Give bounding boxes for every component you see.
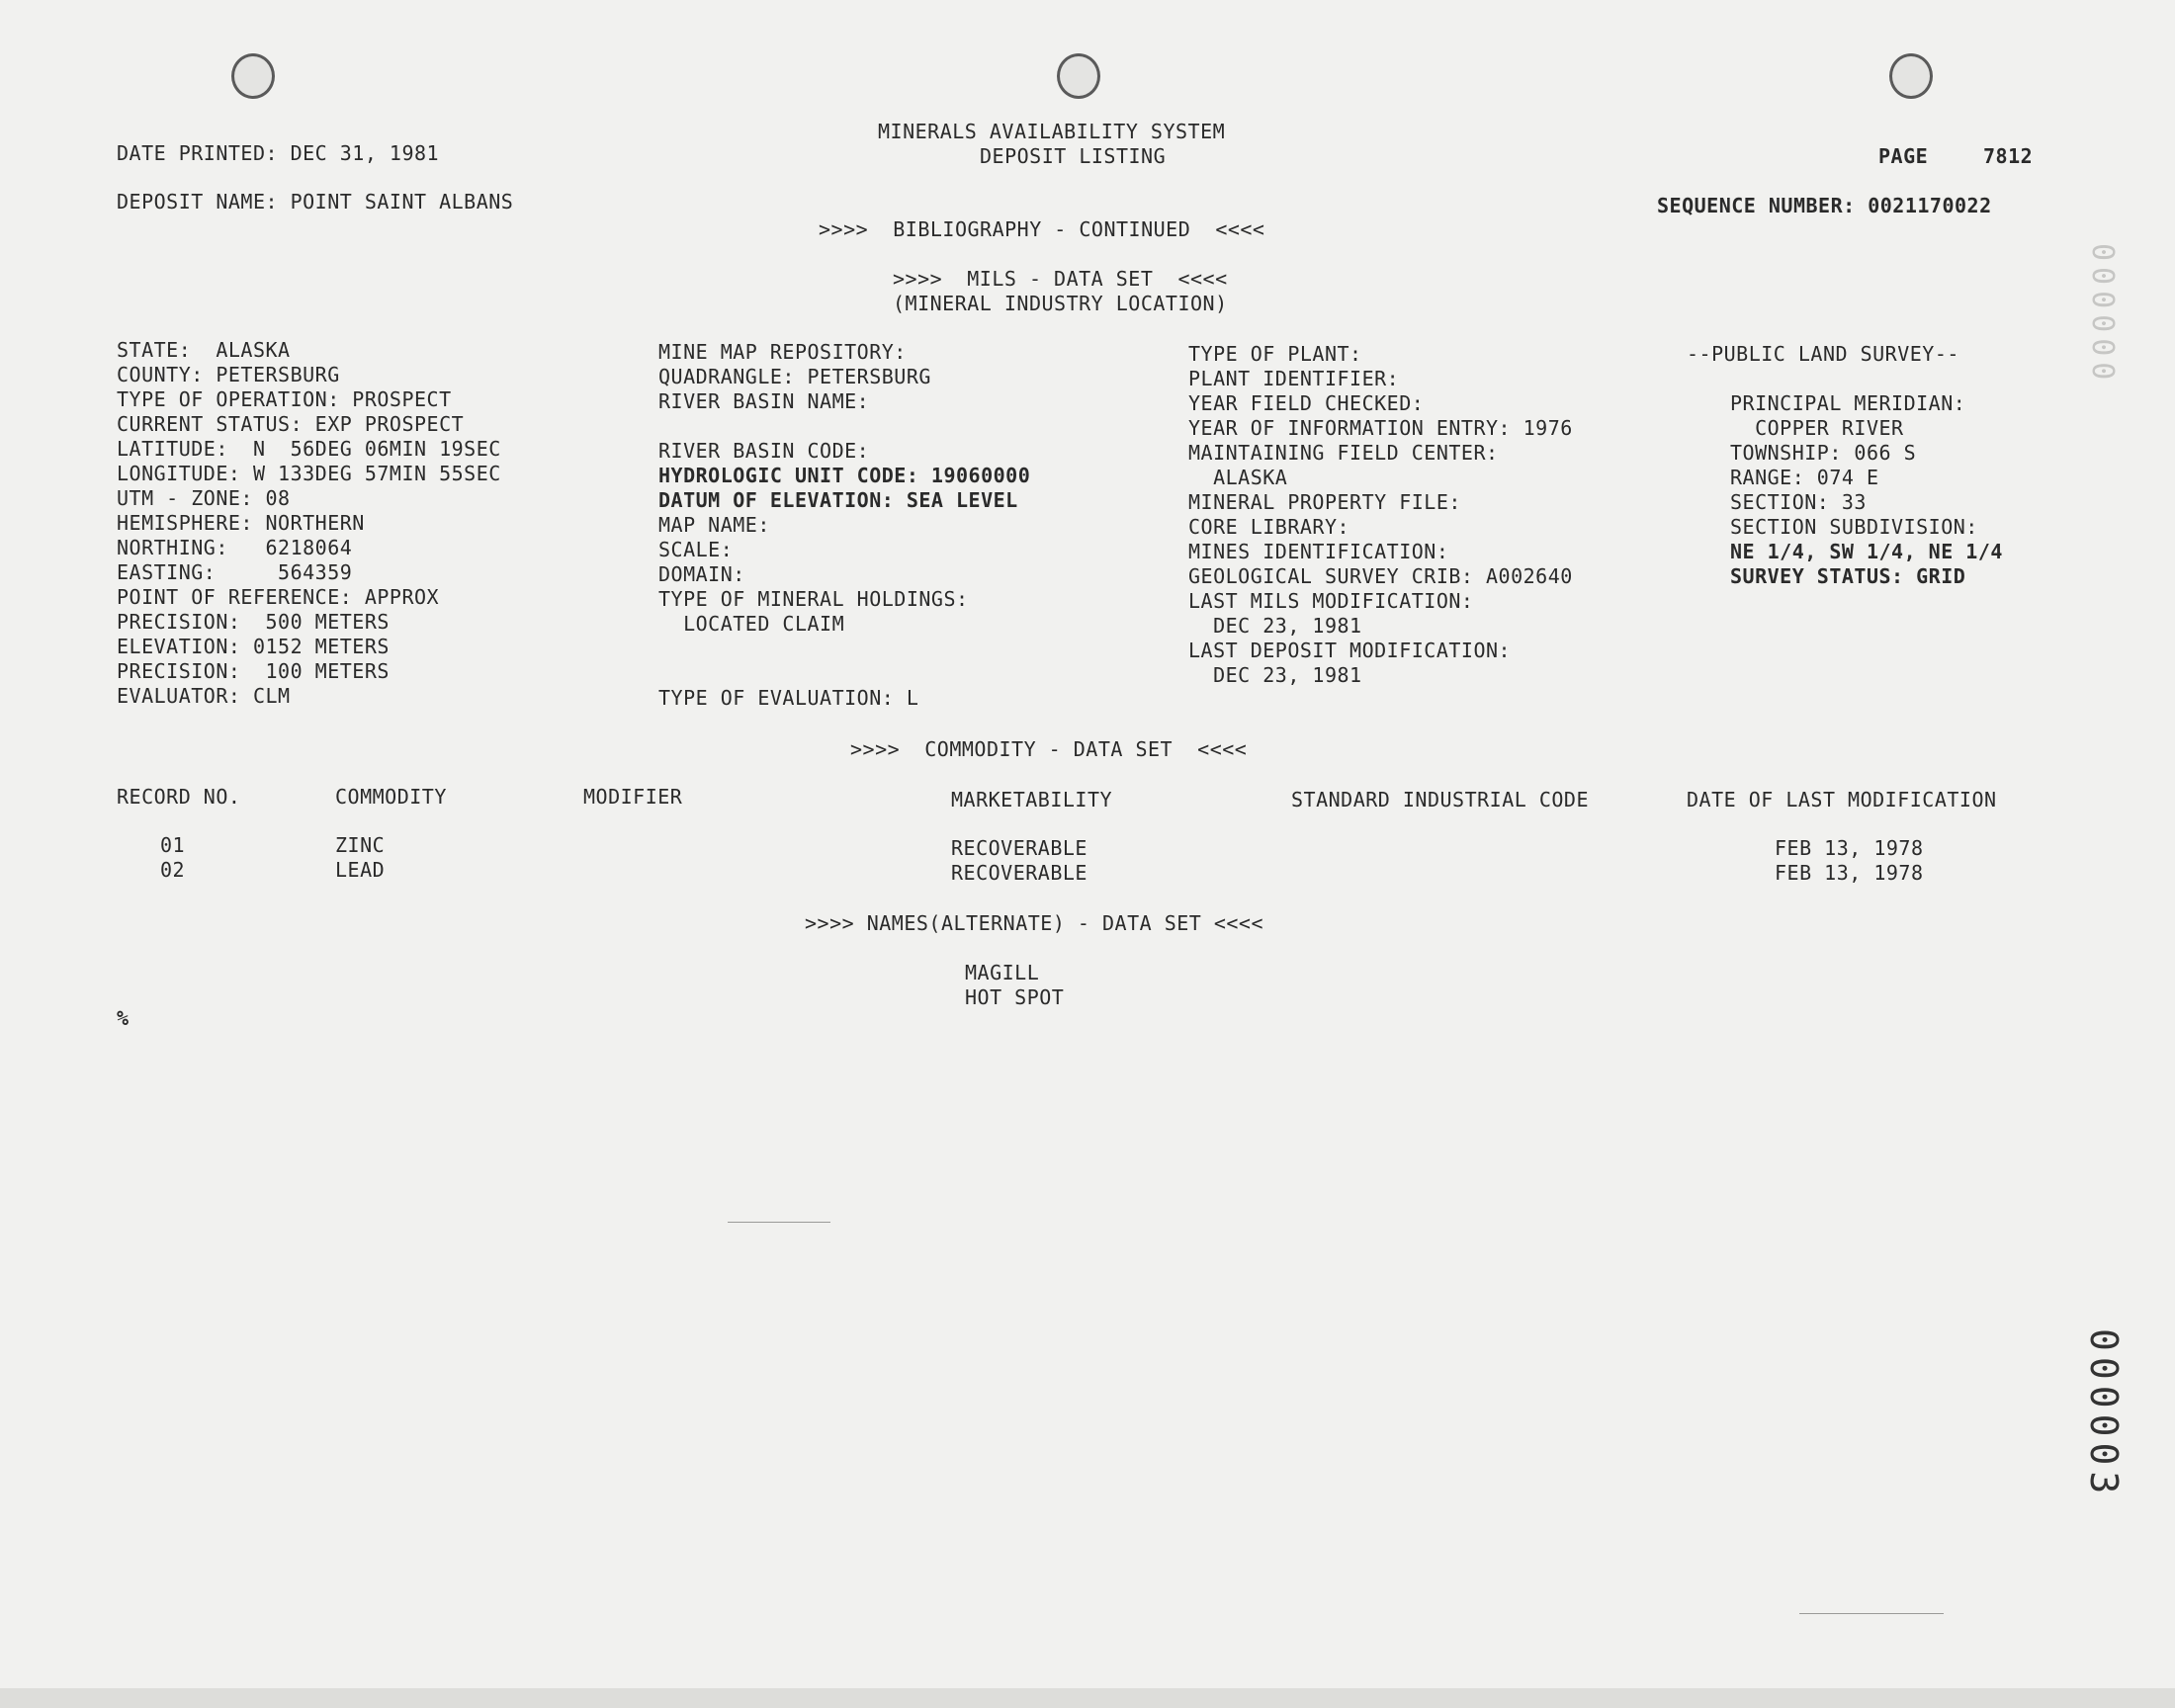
mils-plant-field: PLANT IDENTIFIER:: [1188, 367, 1400, 390]
mils-basin-field: MAP NAME:: [658, 513, 770, 537]
col-header-last-modification: DATE OF LAST MODIFICATION: [1687, 788, 1997, 811]
mils-basin-field: HYDROLOGIC UNIT CODE: 19060000: [658, 464, 1031, 487]
names-heading: >>>> NAMES(ALTERNATE) - DATA SET <<<<: [805, 911, 1264, 935]
mils-location-field: PRECISION: 100 METERS: [117, 659, 390, 683]
mils-location-field: LONGITUDE: W 133DEG 57MIN 55SEC: [117, 462, 501, 485]
mils-location-field: UTM - ZONE: 08: [117, 486, 291, 510]
mils-location-field: HEMISPHERE: NORTHERN: [117, 511, 365, 535]
col-header-modifier: MODIFIER: [583, 785, 683, 809]
listing-title: DEPOSIT LISTING: [980, 144, 1167, 168]
type-of-evaluation: TYPE OF EVALUATION: L: [658, 686, 919, 710]
commodity-name-01: ZINC: [335, 833, 386, 857]
sequence-number: SEQUENCE NUMBER: 0021170022: [1657, 194, 1992, 217]
commodity-date-01: FEB 13, 1978: [1775, 836, 1924, 860]
commodity-record-02: 02: [160, 858, 186, 882]
scan-mark-line-bottom: [1799, 1613, 1944, 1614]
alternate-name-1: MAGILL: [965, 961, 1040, 984]
margin-code-top: 000000: [2085, 243, 2120, 386]
mils-basin-field: LOCATED CLAIM: [658, 612, 845, 636]
mils-location-field: PRECISION: 500 METERS: [117, 610, 390, 634]
mils-plant-field: LAST DEPOSIT MODIFICATION:: [1188, 639, 1512, 662]
commodity-marketability-01: RECOVERABLE: [951, 836, 1088, 860]
system-title: MINERALS AVAILABILITY SYSTEM: [878, 120, 1226, 143]
mils-plant-field: CORE LIBRARY:: [1188, 515, 1350, 539]
mils-location-field: ELEVATION: 0152 METERS: [117, 635, 390, 658]
alternate-name-2: HOT SPOT: [965, 985, 1065, 1009]
mils-plant-field: LAST MILS MODIFICATION:: [1188, 589, 1474, 613]
punch-hole-left: [231, 53, 275, 99]
mils-location-field: STATE: ALASKA: [117, 338, 291, 362]
scan-mark-line: [728, 1222, 830, 1223]
public-land-survey-field: COPPER RIVER: [1730, 416, 1904, 440]
mils-basin-field: DOMAIN:: [658, 562, 745, 586]
mils-basin-field: RIVER BASIN CODE:: [658, 439, 870, 463]
mils-location-field: EVALUATOR: CLM: [117, 684, 291, 708]
scan-bottom-edge: [0, 1688, 2175, 1708]
mils-plant-field: ALASKA: [1188, 466, 1288, 489]
mils-location-field: NORTHING: 6218064: [117, 536, 353, 559]
public-land-survey-field: PRINCIPAL MERIDIAN:: [1730, 391, 1966, 415]
deposit-name: DEPOSIT NAME: POINT SAINT ALBANS: [117, 190, 514, 214]
public-land-survey-field: TOWNSHIP: 066 S: [1730, 441, 1917, 465]
mils-plant-field: MINERAL PROPERTY FILE:: [1188, 490, 1461, 514]
mils-plant-field: TYPE OF PLANT:: [1188, 342, 1362, 366]
commodity-date-02: FEB 13, 1978: [1775, 861, 1924, 885]
end-of-record-marker: %: [117, 1006, 130, 1030]
mils-subheading: (MINERAL INDUSTRY LOCATION): [893, 292, 1228, 315]
mils-location-field: CURRENT STATUS: EXP PROSPECT: [117, 412, 465, 436]
mils-map-field: RIVER BASIN NAME:: [658, 389, 870, 413]
commodity-heading: >>>> COMMODITY - DATA SET <<<<: [850, 737, 1248, 761]
bibliography-heading: >>>> BIBLIOGRAPHY - CONTINUED <<<<: [819, 217, 1265, 241]
mils-location-field: EASTING: 564359: [117, 560, 353, 584]
mils-location-field: POINT OF REFERENCE: APPROX: [117, 585, 440, 609]
mils-location-field: TYPE OF OPERATION: PROSPECT: [117, 387, 452, 411]
punch-hole-right: [1889, 53, 1933, 99]
col-header-record-no: RECORD NO.: [117, 785, 241, 809]
public-land-survey-field: SECTION: 33: [1730, 490, 1867, 514]
mils-plant-field: DEC 23, 1981: [1188, 614, 1362, 638]
public-land-survey-heading: --PUBLIC LAND SURVEY--: [1687, 342, 1959, 366]
mils-plant-field: MAINTAINING FIELD CENTER:: [1188, 441, 1499, 465]
public-land-survey-field: SECTION SUBDIVISION:: [1730, 515, 1978, 539]
col-header-commodity: COMMODITY: [335, 785, 447, 809]
mils-plant-field: YEAR FIELD CHECKED:: [1188, 391, 1425, 415]
mils-basin-field: DATUM OF ELEVATION: SEA LEVEL: [658, 488, 1018, 512]
mils-plant-field: GEOLOGICAL SURVEY CRIB: A002640: [1188, 564, 1573, 588]
public-land-survey-field: NE 1/4, SW 1/4, NE 1/4: [1730, 540, 2003, 563]
mils-location-field: LATITUDE: N 56DEG 06MIN 19SEC: [117, 437, 501, 461]
mils-plant-field: DEC 23, 1981: [1188, 663, 1362, 687]
mils-basin-field: TYPE OF MINERAL HOLDINGS:: [658, 587, 969, 611]
margin-code-bottom: 000003: [2082, 1328, 2126, 1500]
mils-heading: >>>> MILS - DATA SET <<<<: [893, 267, 1228, 291]
mils-plant-field: MINES IDENTIFICATION:: [1188, 540, 1449, 563]
mils-plant-field: YEAR OF INFORMATION ENTRY: 1976: [1188, 416, 1573, 440]
commodity-record-01: 01: [160, 833, 186, 857]
col-header-marketability: MARKETABILITY: [951, 788, 1113, 811]
mils-basin-field: SCALE:: [658, 538, 734, 561]
public-land-survey-field: RANGE: 074 E: [1730, 466, 1879, 489]
mils-location-field: COUNTY: PETERSBURG: [117, 363, 340, 386]
mils-map-field: QUADRANGLE: PETERSBURG: [658, 365, 931, 388]
page-number: 7812: [1983, 144, 2034, 168]
page-label: PAGE: [1878, 144, 1929, 168]
commodity-marketability-02: RECOVERABLE: [951, 861, 1088, 885]
col-header-sic: STANDARD INDUSTRIAL CODE: [1291, 788, 1589, 811]
date-printed: DATE PRINTED: DEC 31, 1981: [117, 141, 440, 165]
punch-hole-center: [1057, 53, 1100, 99]
public-land-survey-field: SURVEY STATUS: GRID: [1730, 564, 1966, 588]
mils-map-field: MINE MAP REPOSITORY:: [658, 340, 907, 364]
commodity-name-02: LEAD: [335, 858, 386, 882]
